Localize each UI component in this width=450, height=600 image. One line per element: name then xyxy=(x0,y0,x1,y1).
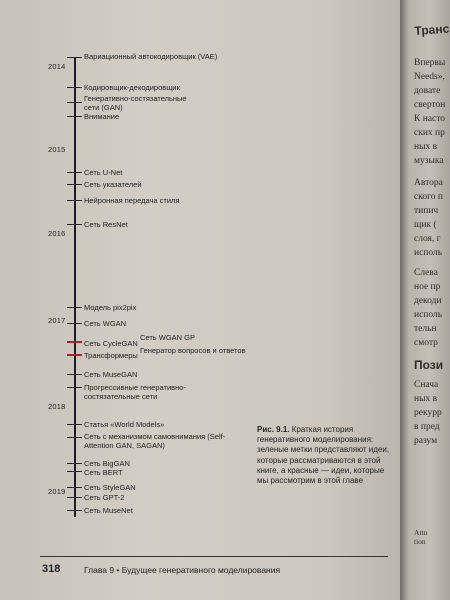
right-page-line: Слева xyxy=(414,268,438,278)
footer-divider xyxy=(40,556,388,557)
page-number: 318 xyxy=(42,563,61,575)
timeline-tick xyxy=(67,184,82,185)
right-page-line: разум xyxy=(414,436,438,446)
right-page-line: ных в xyxy=(414,142,438,152)
timeline-event: Сеть BERT xyxy=(84,468,123,477)
timeline-event: Сеть MuseNet xyxy=(84,506,133,515)
timeline-event: Генератор вопросов и ответов xyxy=(140,346,246,355)
figure-caption-label: Рис. 9.1. xyxy=(257,425,290,434)
right-page-line: ских пр xyxy=(414,128,445,138)
right-page-line: смотр xyxy=(414,338,438,348)
running-head: Глава 9 • Будущее генеративного моделирования xyxy=(84,565,281,575)
timeline-event: Сеть указателей xyxy=(84,180,142,189)
timeline-event: Внимание xyxy=(84,112,120,121)
figure-caption-text: Краткая история генеративного моделирования: зеленые метки представляют идеи, которые рассматриваются в этой книге, а красные — идеи, которые мы рассмотрим в этой главе xyxy=(257,425,390,486)
timeline-tick xyxy=(67,497,82,498)
timeline-event: Сеть с механизмом самовнимания (Self-Attention GAN, SAGAN) xyxy=(84,432,226,450)
timeline-event: Трансформеры xyxy=(84,351,138,360)
timeline-event: Сеть MuseGAN xyxy=(84,370,138,379)
timeline-event: Сеть CycleGAN xyxy=(84,339,138,348)
book-page-right xyxy=(400,0,450,600)
timeline-tick xyxy=(67,116,82,117)
year-label: 2014 xyxy=(48,62,66,71)
right-page-line: Автора xyxy=(414,178,443,188)
timeline-event: Прогрессивные генеративно-состязательные сети xyxy=(84,383,186,401)
year-label: 2017 xyxy=(48,316,66,325)
right-page-line: рекурр xyxy=(414,408,442,418)
timeline-tick xyxy=(67,172,82,173)
right-page-line: в пред xyxy=(414,422,440,432)
timeline-event: Модель pix2pix xyxy=(84,303,137,312)
right-page-line: свертон xyxy=(414,100,446,110)
timeline-tick xyxy=(67,424,82,425)
timeline-tick xyxy=(67,307,82,308)
timeline-event: Статья «World Models» xyxy=(84,420,165,429)
timeline-tick xyxy=(67,374,82,375)
timeline-tick xyxy=(67,510,82,511)
year-label: 2019 xyxy=(48,487,66,496)
timeline-event: Сеть GPT-2 xyxy=(84,493,125,502)
right-page-heading: Транс xyxy=(414,21,450,38)
right-page-line: щик ( xyxy=(414,220,437,230)
right-page-line: ского п xyxy=(414,192,443,202)
timeline-event: Вариационный автокодировщик (VAE) xyxy=(84,52,218,61)
right-page-line: тельн xyxy=(414,324,437,334)
timeline-tick xyxy=(67,487,82,488)
year-label: 2018 xyxy=(48,402,66,411)
right-page-line: Needs», xyxy=(414,72,445,82)
right-page-line: Снача xyxy=(414,380,439,390)
figure-caption xyxy=(257,425,397,486)
year-label: 2016 xyxy=(48,229,66,238)
timeline-tick xyxy=(67,463,82,464)
right-page-subheading: Пози xyxy=(414,358,444,372)
right-page-line: К насто xyxy=(414,114,446,124)
timeline-event: Генеративно-состязательные сети (GAN) xyxy=(84,94,187,112)
right-page-line: довате xyxy=(414,86,441,96)
timeline-event: Сеть ResNet xyxy=(84,220,128,229)
right-page-line: декоди xyxy=(414,296,442,306)
timeline-tick xyxy=(67,387,82,388)
timeline-event: Сеть StyleGAN xyxy=(84,483,136,492)
timeline-event: Сеть WGAN GP xyxy=(140,333,196,342)
timeline-event: Сеть BigGAN xyxy=(84,459,130,468)
timeline-event: Нейронная передача стиля xyxy=(84,196,180,205)
right-page-line: слоя, г xyxy=(414,234,441,244)
right-page-footnote: Attn xyxy=(414,528,428,537)
right-page-footnote: tion xyxy=(414,537,426,546)
timeline-event: Кодировщик-декодировщик xyxy=(84,83,180,92)
timeline-tick-red xyxy=(67,354,82,356)
right-page-line: музыка xyxy=(414,156,444,166)
timeline-tick xyxy=(67,102,82,103)
timeline-tick xyxy=(67,224,82,225)
timeline-event: Сеть WGAN xyxy=(84,319,127,328)
timeline-tick xyxy=(67,87,82,88)
right-page-line: исполь xyxy=(414,310,443,320)
timeline-event: Сеть U-Net xyxy=(84,168,123,177)
timeline-tick xyxy=(67,57,82,58)
timeline-axis xyxy=(74,57,76,517)
right-page-line: Впервы xyxy=(414,58,446,68)
timeline-tick-red xyxy=(67,341,82,343)
timeline-tick xyxy=(67,200,82,201)
year-label: 2015 xyxy=(48,145,66,154)
right-page-line: ное пр xyxy=(414,282,441,292)
right-page-line: ных в xyxy=(414,394,438,404)
right-page-line: исполь xyxy=(414,248,443,258)
timeline-tick xyxy=(67,323,82,324)
timeline-tick xyxy=(67,437,82,438)
right-page-line: типич xyxy=(414,206,439,216)
timeline-tick xyxy=(67,471,82,472)
